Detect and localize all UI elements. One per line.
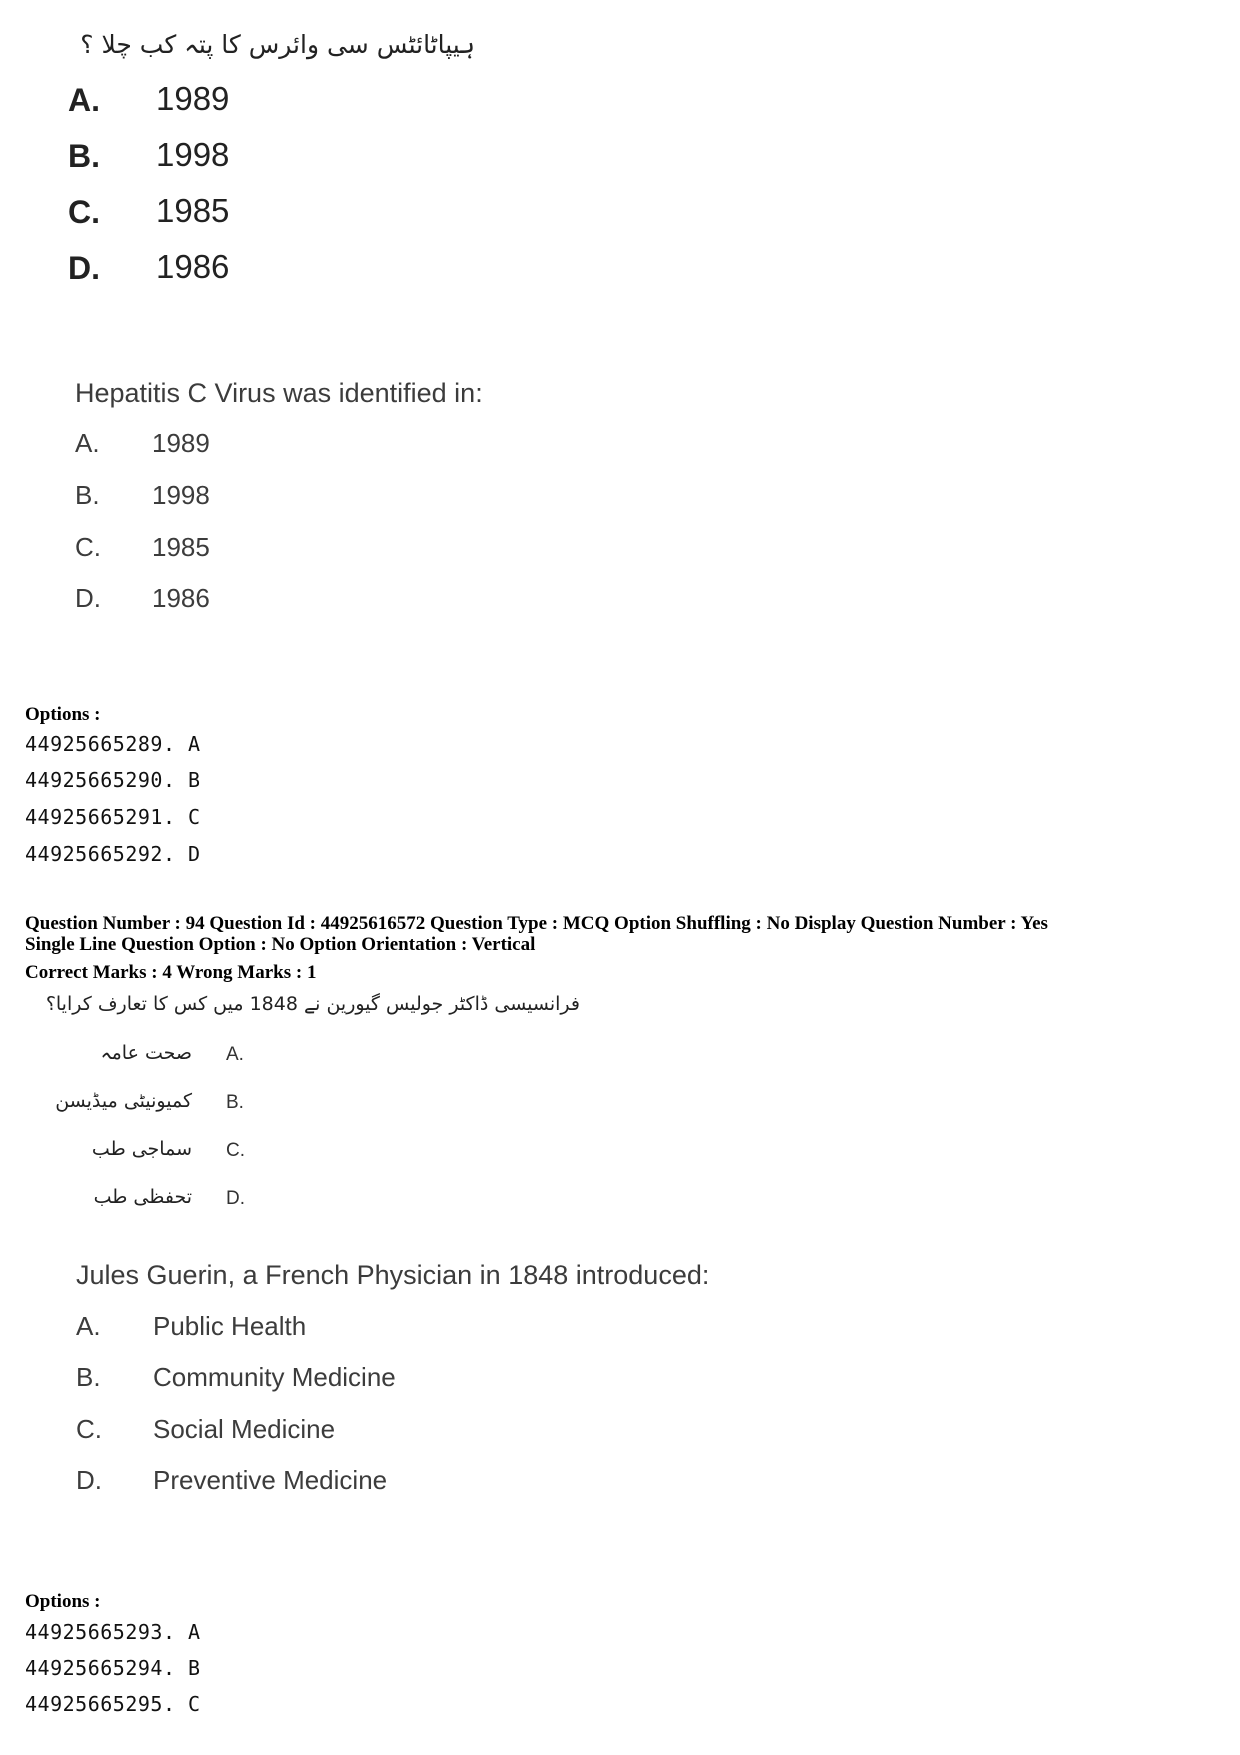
option-text: 1986: [156, 248, 230, 285]
option-id: 44925665291. C: [25, 805, 201, 829]
urdu-question-94: فرانسیسی ڈاکٹر جولیس گیورین نے 1848 میں کس کا تعارف کرایا؟: [45, 993, 580, 1015]
english-option-b: [76, 1362, 396, 1393]
option-text: Preventive Medicine: [153, 1465, 388, 1495]
option-text: 1985: [156, 192, 230, 229]
english-option-c: [75, 532, 210, 563]
option-text: 1989: [156, 80, 230, 117]
english-option-a: [76, 1311, 307, 1342]
option-letter: C.: [75, 532, 101, 562]
option-text: Social Medicine: [153, 1414, 336, 1444]
option-text: Community Medicine: [153, 1362, 396, 1392]
option-letter: B.: [75, 480, 100, 510]
option-text: صحت عامہ: [100, 1042, 192, 1064]
option-id: 44925665293. A: [25, 1620, 201, 1644]
question-meta-2: Single Line Question Option : No Option Orientation : Vertical: [25, 934, 536, 955]
urdu-option-b: [55, 1090, 250, 1116]
urdu-option-b: [68, 136, 230, 175]
option-letter: B.: [226, 1092, 244, 1113]
english-option-a: [75, 428, 210, 459]
option-letter: D.: [76, 1465, 102, 1495]
urdu-option-c: [68, 192, 230, 231]
urdu-option-c: [60, 1138, 250, 1164]
option-letter: D.: [226, 1188, 245, 1209]
option-text: 1985: [152, 532, 210, 562]
option-text: 1989: [152, 428, 210, 458]
options-label: Options :: [25, 1591, 101, 1612]
english-option-b: [75, 480, 210, 511]
question-meta: Question Number : 94 Question Id : 44925616572 Question Type : MCQ Option Shuffling : No Display Question Number : Yes: [25, 913, 1048, 934]
option-letter: A.: [76, 1311, 101, 1341]
option-letter: C.: [68, 194, 100, 230]
option-letter: C.: [76, 1414, 102, 1444]
options-label: Options :: [25, 704, 101, 725]
option-text: 1998: [152, 480, 210, 510]
english-option-d: [75, 583, 210, 614]
option-letter: D.: [68, 250, 100, 286]
option-text: 1998: [156, 136, 230, 173]
option-letter: C.: [226, 1140, 245, 1161]
option-id: 44925665295. C: [25, 1692, 201, 1716]
option-letter: A.: [75, 428, 100, 458]
option-letter: A.: [226, 1044, 244, 1065]
option-letter: B.: [68, 138, 100, 174]
english-option-d: [76, 1465, 388, 1496]
english-question-93: Hepatitis C Virus was identified in:: [75, 378, 483, 408]
urdu-option-d: [60, 1186, 250, 1212]
option-text: Public Health: [153, 1311, 307, 1341]
option-id: 44925665294. B: [25, 1656, 201, 1680]
english-question-94: Jules Guerin, a French Physician in 1848 introduced:: [76, 1260, 710, 1290]
english-option-c: [76, 1414, 336, 1445]
option-text: سماجی طب: [91, 1138, 192, 1160]
option-text: تحفظی طب: [93, 1186, 192, 1208]
option-id: 44925665290. B: [25, 768, 201, 792]
option-letter: A.: [68, 82, 100, 118]
urdu-option-d: [68, 248, 230, 287]
option-id: 44925665289. A: [25, 732, 201, 756]
urdu-option-a: [60, 1042, 250, 1068]
marks-line: Correct Marks : 4 Wrong Marks : 1: [25, 962, 317, 983]
urdu-option-a: [68, 80, 230, 119]
urdu-question-93: ہیپاٹائٹس سی وائرس کا پتہ کب چلا ؟: [80, 30, 475, 59]
option-text: 1986: [152, 583, 210, 613]
option-letter: D.: [75, 583, 101, 613]
option-text: کمیونیٹی میڈیسن: [55, 1090, 192, 1112]
option-id: 44925665292. D: [25, 842, 201, 866]
option-letter: B.: [76, 1362, 101, 1392]
